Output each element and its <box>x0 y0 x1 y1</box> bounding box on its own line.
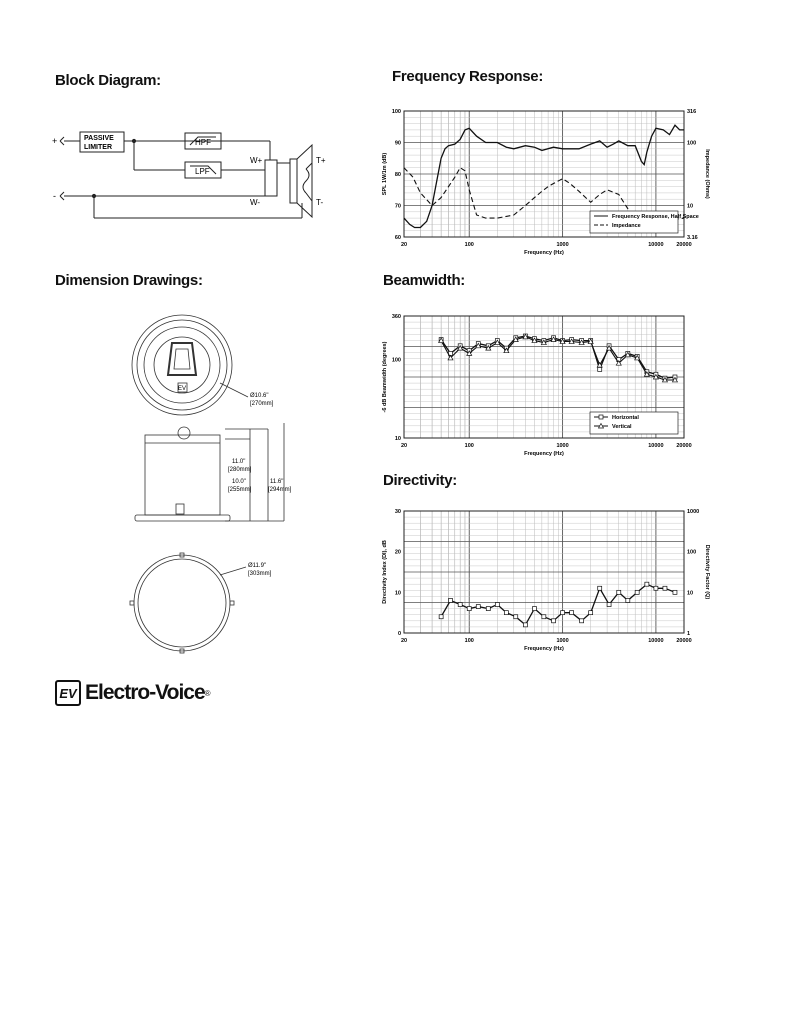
x-tick-label: 20000 <box>676 242 692 248</box>
y-axis-label: -6 dB Beamwidth (degrees) <box>382 341 388 413</box>
frequency-response-title: Frequency Response: <box>392 68 544 85</box>
height-b: 10.0" <box>232 479 246 485</box>
data-point <box>645 582 649 586</box>
y-tick-label: 0 <box>397 631 401 637</box>
y2-tick-label: 10 <box>687 203 694 210</box>
data-point <box>589 611 593 615</box>
hpf-label: HPF <box>195 138 211 147</box>
block-diagram <box>50 115 340 230</box>
data-point <box>552 619 556 623</box>
data-point <box>635 590 639 594</box>
y-tick-label: 20 <box>394 549 401 556</box>
data-point <box>542 615 546 619</box>
y2-axis-label: Directivity Factor (Q) <box>704 544 710 600</box>
y2-tick-label: 100 <box>687 140 697 147</box>
x-axis-label: Frequency (Hz) <box>524 250 564 256</box>
data-point <box>598 586 602 590</box>
y2-tick-label: 1 <box>687 631 691 637</box>
y2-tick-label: 10 <box>687 590 694 597</box>
y2-tick-label: 316 <box>687 109 697 115</box>
directivity-chart <box>368 503 710 652</box>
top-dia-mm: [270mm] <box>250 401 274 407</box>
beamwidth-title: Beamwidth: <box>383 272 466 289</box>
dimension-drawings-title: Dimension Drawings: <box>55 272 203 289</box>
dimension-drawings <box>120 305 320 665</box>
data-point <box>495 603 499 607</box>
legend-label: Impedance <box>612 223 641 229</box>
x-tick-label: 1000 <box>556 638 569 644</box>
ring-dia-mm: [303mm] <box>248 571 272 577</box>
data-point <box>449 598 453 602</box>
data-point <box>514 615 518 619</box>
data-point <box>476 605 480 609</box>
limiter-line1: PASSIVE <box>84 135 114 142</box>
data-point <box>561 611 565 615</box>
y-tick-label: 10 <box>394 590 401 597</box>
legend <box>590 211 699 233</box>
input-minus-label: - <box>53 191 56 201</box>
directivity-title: Directivity: <box>383 472 457 489</box>
y-tick-label: 100 <box>391 109 401 115</box>
legend-marker <box>599 415 603 419</box>
legend-label: Horizontal <box>612 415 639 421</box>
t-minus-label: T- <box>316 198 324 207</box>
y2-tick-label: 100 <box>687 549 697 556</box>
x-tick-label: 1000 <box>556 443 569 449</box>
x-tick-label: 20000 <box>676 443 692 449</box>
height-a-mm: [280mm] <box>228 467 252 473</box>
data-point <box>663 586 667 590</box>
height-c-mm: [294mm] <box>268 487 292 493</box>
x-tick-label: 10000 <box>648 638 664 644</box>
x-tick-label: 20 <box>400 242 408 248</box>
x-tick-label: 10000 <box>648 443 664 449</box>
height-b-mm: [255mm] <box>228 487 252 493</box>
top-dia: Ø10.6" <box>250 393 269 399</box>
input-minus-arrow <box>60 192 64 200</box>
y-tick-label: 360 <box>391 314 401 320</box>
x-tick-label: 10000 <box>648 242 664 248</box>
ring-dia: Ø11.9" <box>248 563 267 569</box>
data-point <box>598 367 602 371</box>
legend-label: Vertical <box>612 424 632 430</box>
y2-axis-label: Impedance (Ohms) <box>704 149 710 199</box>
data-point <box>617 590 621 594</box>
y2-tick-label: 1000 <box>687 509 700 515</box>
data-point <box>486 607 490 611</box>
ring-view <box>130 553 246 653</box>
data-point <box>439 615 443 619</box>
x-tick-label: 20 <box>400 443 408 449</box>
tweeter-icon <box>303 169 309 193</box>
t-plus-label: T+ <box>316 156 326 165</box>
lpf-label: LPF <box>195 167 210 176</box>
data-point <box>532 607 536 611</box>
y-axis-label: SPL 1W/1m (dB) <box>382 152 388 196</box>
legend-label: Frequency Response, Half Space <box>612 214 699 220</box>
height-a: 11.0" <box>232 459 246 465</box>
ev-logo-mark: EV <box>55 680 81 706</box>
y-tick-label: 10 <box>394 436 401 442</box>
data-point <box>626 598 630 602</box>
y2-tick-label: 3.16 <box>687 235 698 241</box>
woofer-cone <box>297 145 312 217</box>
input-plus-arrow <box>60 137 64 145</box>
data-point <box>654 586 658 590</box>
x-tick-label: 1000 <box>556 242 569 248</box>
crossover-block <box>265 160 277 196</box>
top-view <box>132 315 248 415</box>
x-axis-label: Frequency (Hz) <box>524 646 564 652</box>
data-point <box>504 611 508 615</box>
input-plus-label: + <box>52 136 58 146</box>
data-point <box>523 623 527 627</box>
x-tick-label: 100 <box>464 443 474 449</box>
w-minus-label: W- <box>250 198 261 207</box>
w-plus-label: W+ <box>250 156 263 165</box>
x-tick-label: 100 <box>464 242 474 248</box>
electro-voice-logo <box>55 680 211 706</box>
height-c: 11.6" <box>270 479 284 485</box>
side-view <box>135 423 284 521</box>
data-point <box>467 607 471 611</box>
brand-name: Electro-Voice <box>85 681 205 704</box>
woofer-magnet <box>290 159 297 203</box>
block-diagram-title: Block Diagram: <box>55 72 161 89</box>
y-tick-label: 60 <box>394 235 401 241</box>
y-tick-label: 70 <box>394 203 401 210</box>
x-tick-label: 20 <box>400 638 408 644</box>
x-axis-label: Frequency (Hz) <box>524 451 564 457</box>
y-tick-label: 90 <box>394 140 401 147</box>
limiter-line2: LIMITER <box>84 144 112 151</box>
legend <box>590 412 678 434</box>
data-point <box>580 619 584 623</box>
y-tick-label: 80 <box>394 172 401 178</box>
y-tick-label: 30 <box>394 509 401 515</box>
dim-badge: EV <box>178 386 187 392</box>
data-point <box>607 603 611 607</box>
data-point <box>458 603 462 607</box>
registered-mark: ® <box>204 688 211 698</box>
y-tick-label: 100 <box>391 357 401 364</box>
data-point <box>570 611 574 615</box>
beamwidth-chart <box>368 308 693 456</box>
data-point <box>673 590 677 594</box>
x-tick-label: 20000 <box>676 638 692 644</box>
x-tick-label: 100 <box>464 638 474 644</box>
frequency-response-chart <box>368 103 710 256</box>
y-axis-label: Directivity Index (DI), dB <box>382 540 388 604</box>
